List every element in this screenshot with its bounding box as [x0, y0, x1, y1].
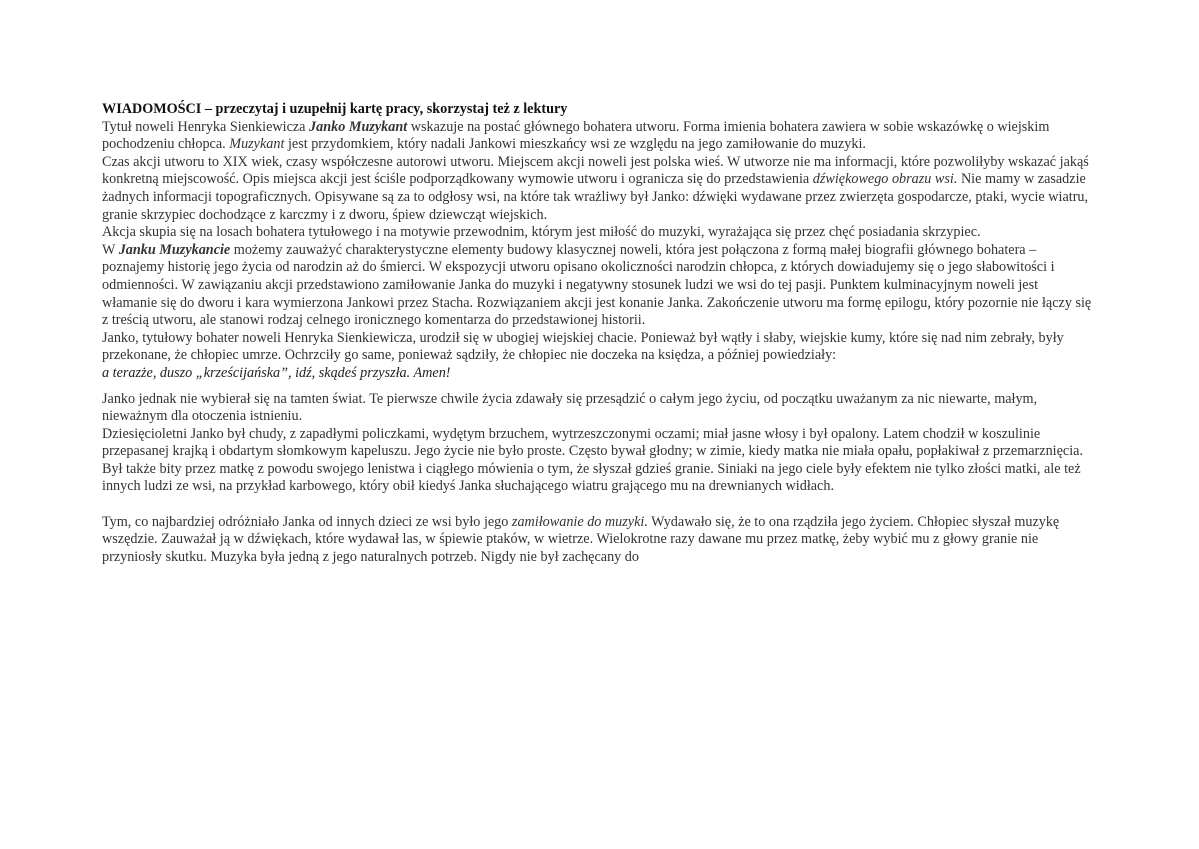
- paragraph-spacer: [102, 383, 1092, 391]
- paragraph-title-meaning: [102, 119, 1092, 154]
- text-run: Nie mamy w zasadzie żadnych informacji topograficznych. Opisywane są za to odgłosy wsi, na które tak wrażliwy był Janko: dźwięki wydawane przez zwierzęta gospodarcze, ptaki, wycie wiatru, granie skrzypiec dochodzące z karczmy i z dworu, śpiew dziewcząt wiejskich.: [102, 171, 1089, 223]
- text-run: W: [102, 241, 119, 258]
- love-of-music-emphasis: zamiłowanie do muzyki.: [511, 513, 648, 530]
- paragraph-plot-focus: Akcja skupia się na losach bohatera tytułowego i na motywie przewodnim, którym jest miłość do muzyki, wyrażająca się przez chęć posiadania skrzypiec.: [102, 224, 981, 241]
- text-run: Wydawało się, że to ona rządziła jego życiem. Chłopiec słyszał muzykę wszędzie. Zauważał ją w dźwiękach, które wydawał las, w śpiewie ptaków, w wietrze. Wielokrotne razy dawane mu przez matkę, żeby wybić mu z głowy granie nie przyniosły skutku. Muzyka była jedną z jego naturalnych potrzeb. Nigdy nie był zachęcany do: [102, 513, 1060, 565]
- paragraph-appearance: Dziesięcioletni Janko był chudy, z zapadłymi policzkami, wydętym brzuchem, wytrzeszczonymi oczami; miał jasne włosy i był opalony. Latem chodził w koszulinie przepasanej krajką i obdartym słomkowym kapeluszu. Jego życie nie było proste. Często bywał głodny; w zimie, kiedy matka nie miała opału, popłakiwał z przemarznięcia. Był także bity przez matkę z powodu swojego lenistwa i ciągłego mówienia o tym, że słyszał gdzieś granie. Siniaki na jego ciele były efektem nie tylko złości matki, ale też innych ludzi ze wsi, na przykład karbowego, który obił kiedyś Janka słuchającego wiatru grającego mu na drewnianych widłach.: [102, 425, 1083, 495]
- paragraph-birth: Janko, tytułowy bohater noweli Henryka Sienkiewicza, urodził się w ubogiej wiejskiej chacie. Ponieważ był wątły i słaby, wiejskie kumy, które się nad nim zebrały, były przekonane, że chłopiec umrze. Ochrzciły go same, ponieważ sądziły, że chłopiec nie doczeka na księdza, a później powiedziały:: [102, 329, 1064, 364]
- sound-image-emphasis: dźwiękowego obrazu wsi.: [812, 171, 958, 188]
- title-emphasis: Janko Muzykant: [309, 118, 408, 135]
- paragraph-first-moments: Janko jednak nie wybierał się na tamten świat. Te pierwsze chwile życia zdawały się przesądzić o całym jego życiu, od początku uważanym za nic niewarte, małym, nieważnym dla otoczenia istnieniu.: [102, 390, 1038, 425]
- paragraph-love-of-music: [102, 514, 1092, 567]
- paragraph-setting: [102, 154, 1092, 224]
- text-run: jest przydomkiem, który nadali Jankowi mieszkańcy wsi ze względu na jego zamiłowanie do muzyki.: [284, 136, 866, 153]
- document-heading: WIADOMOŚCI – przeczytaj i uzupełnij kartę pracy, skorzystaj też z lektury: [102, 101, 568, 117]
- text-run: Czas akcji utworu to XIX wiek, czasy współczesne autorowi utworu. Miejscem akcji noweli jest polska wieś. W utworze nie ma informacji, które pozwoliłyby wskazać jakąś konkretną miejscowość. Opis miejsca akcji jest ściśle podporządkowany wymowie utworu i ogranicza się do przedstawienia: [102, 153, 1089, 188]
- text-run: Tytuł noweli Henryka Sienkiewicza: [102, 118, 310, 135]
- text-run: wskazuje na postać głównego bohatera utworu. Forma imienia bohatera zawiera w sobie wskazówkę o wiejskim pochodzeniu chłopca.: [102, 118, 1050, 153]
- text-run: możemy zauważyć charakterystyczne elementy budowy klasycznej noweli, która jest połączona z formą małej biografii głównego bohatera – poznajemy historię jego życia od narodzin aż do śmierci. W ekspozycji utworu opisano okoliczności narodzin chłopca, z których dowiadujemy się o jego słabowitości i odmienności. W zawiązaniu akcji przedstawiono zamiłowanie Janka do muzyki i negatywny stosunek ludzi we wsi do tej pasji. Punktem kulminacyjnym noweli jest włamanie się do dworu i kara wymierzona Jankowi przez Stacha. Rozwiązaniem akcji jest konanie Janka. Zakończenie utworu ma formę epilogu, który pozornie nie łączy się z treścią utworu, ale stanowi rodzaj celnego ironicznego komentarza do przedstawionej historii.: [102, 241, 1092, 329]
- paragraph-spacer: [102, 496, 1092, 514]
- text-run: Tym, co najbardziej odróżniało Janka od innych dzieci ze wsi było jego: [102, 513, 512, 530]
- document-page: [102, 101, 1092, 566]
- nickname-emphasis: Muzykant: [229, 136, 285, 153]
- paragraph-structure: [102, 242, 1092, 330]
- title-emphasis: Janku Muzykancie: [118, 241, 231, 258]
- quote-line: a terazże, duszo „krześcijańska”, idź, skądeś przyszła. Amen!: [102, 364, 451, 381]
